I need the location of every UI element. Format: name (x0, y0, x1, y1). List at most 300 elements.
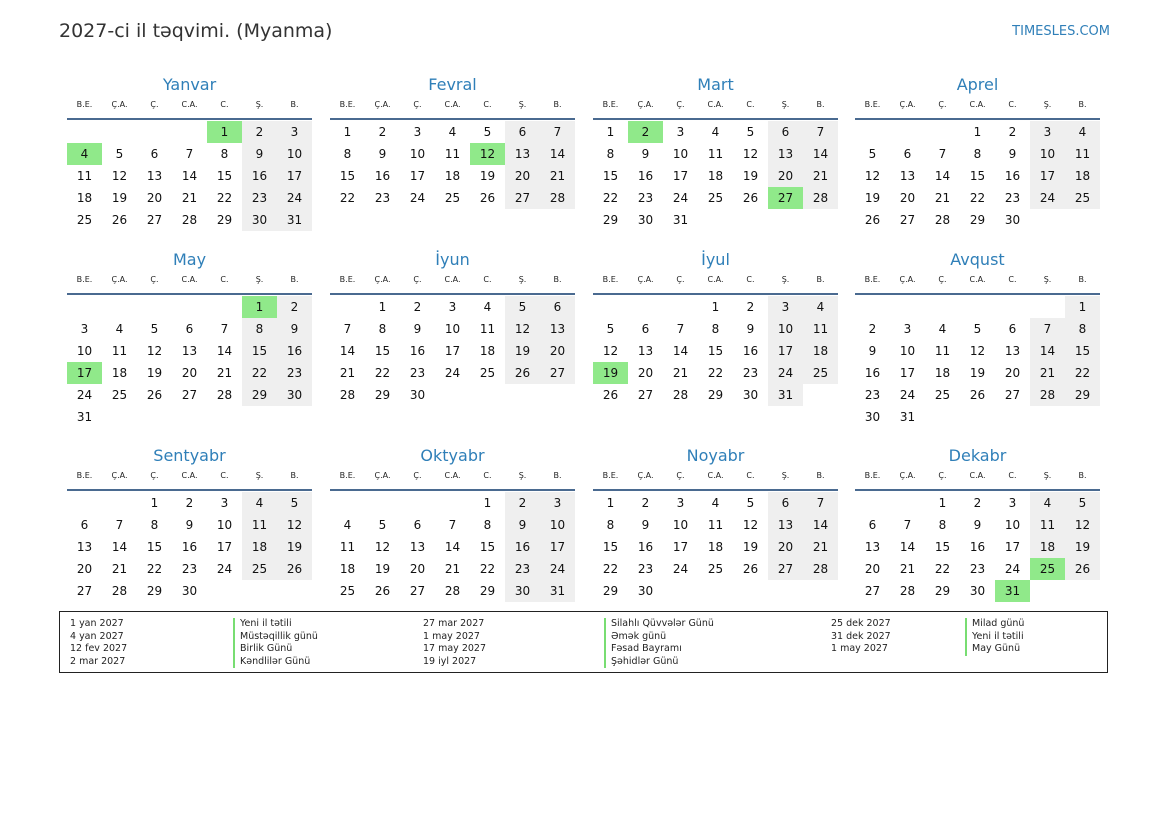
day-cell: 18 (803, 340, 838, 362)
day-cell: 27 (76, 584, 93, 598)
day-cell: 6 (505, 121, 540, 143)
day-cell: 30 (742, 388, 759, 402)
day-cell: 26 (864, 213, 881, 227)
day-cell: 3 (768, 296, 803, 318)
day-cell: 31 (995, 580, 1030, 602)
day-cell: 13 (768, 143, 803, 165)
month-title: Mart (697, 75, 734, 94)
day-cell: 29 (479, 584, 496, 598)
day-cell: 7 (343, 322, 352, 336)
day-cell: 1 (207, 121, 242, 143)
day-cell: 28 (181, 213, 198, 227)
day-cell: 15 (602, 169, 619, 183)
day-cell: 21 (803, 536, 838, 558)
day-cell: 21 (181, 191, 198, 205)
day-cell: 13 (146, 169, 163, 183)
day-cell: 16 (277, 340, 312, 362)
day-cell: 27 (505, 187, 540, 209)
legend-holiday-name: Kəndlilər Günü (233, 656, 318, 669)
day-cell: 3 (413, 125, 422, 139)
legend-date: 19 iyl 2027 (423, 655, 477, 667)
weekday-label: Ş. (255, 275, 264, 284)
day-cell: 7 (185, 147, 194, 161)
legend-holiday-name: Yeni il tətili (233, 618, 318, 631)
day-cell: 28 (803, 187, 838, 209)
day-grid (855, 492, 1100, 602)
weekday-label: Ş. (781, 100, 790, 109)
weekday-label: C. (220, 275, 229, 284)
day-cell: 8 (606, 518, 615, 532)
weekday-header (855, 470, 1100, 491)
weekday-label: C.A. (181, 275, 198, 284)
day-cell: 25 (707, 562, 724, 576)
day-cell: 12 (864, 169, 881, 183)
day-cell: 12 (602, 344, 619, 358)
legend-date: 1 yan 2027 (70, 618, 124, 629)
day-cell: 14 (540, 143, 575, 165)
day-cell: 13 (540, 318, 575, 340)
day-cell: 24 (1030, 187, 1065, 209)
weekday-label: B. (553, 100, 562, 109)
weekday-header (67, 274, 312, 295)
month-avqust (855, 250, 1100, 428)
day-cell: 19 (742, 540, 759, 554)
weekday-label: C.A. (969, 471, 986, 480)
day-cell: 2 (868, 322, 877, 336)
day-cell: 13 (637, 344, 654, 358)
day-cell: 19 (1065, 536, 1100, 558)
day-grid (855, 121, 1100, 231)
day-cell: 29 (216, 213, 233, 227)
month-may (67, 250, 312, 428)
legend-holiday-name: Yeni il tətili (965, 631, 1024, 644)
day-cell: 2 (1008, 125, 1017, 139)
weekday-label: C. (1008, 275, 1017, 284)
day-cell: 8 (242, 318, 277, 340)
day-cell: 26 (479, 191, 496, 205)
day-cell: 14 (216, 344, 233, 358)
day-cell: 7 (938, 147, 947, 161)
day-cell: 5 (973, 322, 982, 336)
day-cell: 17 (768, 340, 803, 362)
weekday-label: Ş. (781, 471, 790, 480)
day-cell: 30 (181, 584, 198, 598)
legend-holiday-name: Müstəqillik günü (233, 631, 318, 644)
legend-holiday-name: Birlik Günü (233, 643, 318, 656)
day-cell: 22 (216, 191, 233, 205)
day-cell: 16 (505, 536, 540, 558)
day-cell: 11 (339, 540, 356, 554)
legend-holiday-name: Silahlı Qüvvələr Günü (604, 618, 714, 631)
empty-cell (330, 492, 365, 514)
legend-date: 1 may 2027 (423, 630, 480, 642)
day-cell: 19 (864, 191, 881, 205)
day-cell: 13 (409, 540, 426, 554)
month-title: Yanvar (162, 75, 217, 94)
day-cell: 8 (378, 322, 387, 336)
day-cell: 1 (938, 496, 947, 510)
weekday-label: C.A. (444, 471, 461, 480)
day-cell: 6 (185, 322, 194, 336)
day-cell: 20 (637, 366, 654, 380)
day-cell: 1 (150, 496, 159, 510)
day-cell: 2 (277, 296, 312, 318)
day-cell: 18 (111, 366, 128, 380)
day-cell: 8 (938, 518, 947, 532)
day-cell: 21 (111, 562, 128, 576)
day-cell: 21 (216, 366, 233, 380)
day-cell: 7 (448, 518, 457, 532)
month-sentyabr (67, 446, 312, 602)
day-cell: 22 (242, 362, 277, 384)
day-cell: 15 (479, 540, 496, 554)
legend-holiday-name: Fəsad Bayramı (604, 643, 714, 656)
day-cell: 21 (1030, 362, 1065, 384)
weekday-label: B. (553, 275, 562, 284)
day-cell: 23 (637, 562, 654, 576)
legend-holiday-name: Milad günü (965, 618, 1024, 631)
day-cell: 10 (672, 518, 689, 532)
weekday-label: B. (816, 275, 825, 284)
day-cell: 3 (220, 496, 229, 510)
empty-cell (400, 492, 435, 514)
weekday-label: Ç. (938, 471, 947, 480)
day-cell: 19 (146, 366, 163, 380)
weekday-label: C.A. (707, 471, 724, 480)
day-cell: 11 (76, 169, 93, 183)
weekday-label: B. (1078, 100, 1087, 109)
day-cell: 27 (637, 388, 654, 402)
day-cell: 27 (864, 584, 881, 598)
weekday-label: Ş. (518, 100, 527, 109)
day-cell: 17 (540, 536, 575, 558)
day-cell: 2 (641, 496, 650, 510)
weekday-label: Ç. (938, 275, 947, 284)
day-cell: 16 (409, 344, 426, 358)
month-yanvar (67, 75, 312, 231)
day-cell: 5 (378, 518, 387, 532)
day-cell: 5 (746, 125, 755, 139)
day-cell: 5 (868, 147, 877, 161)
day-cell: 13 (76, 540, 93, 554)
day-cell: 16 (864, 366, 881, 380)
day-cell: 18 (479, 344, 496, 358)
day-cell: 16 (242, 165, 277, 187)
day-cell: 10 (899, 344, 916, 358)
day-grid (330, 296, 575, 406)
day-cell: 14 (899, 540, 916, 554)
day-cell: 24 (899, 388, 916, 402)
day-cell: 22 (146, 562, 163, 576)
empty-cell (330, 296, 365, 318)
day-cell: 12 (111, 169, 128, 183)
day-cell: 24 (409, 191, 426, 205)
legend-dates-3 (831, 618, 891, 656)
weekday-header (330, 99, 575, 120)
day-cell: 8 (220, 147, 229, 161)
day-cell: 11 (1030, 514, 1065, 536)
day-cell: 31 (899, 410, 916, 424)
day-cell: 17 (444, 344, 461, 358)
weekday-label: C. (1008, 471, 1017, 480)
day-cell: 4 (242, 492, 277, 514)
day-cell: 6 (413, 518, 422, 532)
month-title: Aprel (956, 75, 999, 94)
weekday-header (593, 274, 838, 295)
empty-cell (960, 296, 995, 318)
empty-cell (172, 296, 207, 318)
day-cell: 22 (969, 191, 986, 205)
weekday-label: Ç. (413, 275, 422, 284)
day-cell: 7 (676, 322, 685, 336)
day-cell: 23 (374, 191, 391, 205)
day-cell: 10 (540, 514, 575, 536)
weekday-label: Ç.A. (111, 471, 128, 480)
empty-cell (663, 296, 698, 318)
day-cell: 23 (969, 562, 986, 576)
day-cell: 26 (742, 562, 759, 576)
weekday-label: Ç. (938, 100, 947, 109)
month-title: Dekabr (948, 446, 1007, 465)
weekday-label: B.E. (339, 275, 356, 284)
day-grid (593, 492, 838, 602)
legend-date: 2 mar 2027 (70, 655, 126, 667)
weekday-label: C.A. (181, 100, 198, 109)
weekday-label: B.E. (602, 100, 619, 109)
day-cell: 12 (146, 344, 163, 358)
empty-cell (365, 492, 400, 514)
day-cell: 2 (413, 300, 422, 314)
day-cell: 19 (111, 191, 128, 205)
day-cell: 15 (707, 344, 724, 358)
empty-cell (1030, 296, 1065, 318)
day-cell: 2 (746, 300, 755, 314)
weekday-label: C.A. (969, 275, 986, 284)
weekday-label: B. (553, 471, 562, 480)
day-cell: 9 (378, 147, 387, 161)
day-cell: 27 (540, 362, 575, 384)
day-cell: 15 (216, 169, 233, 183)
day-cell: 11 (242, 514, 277, 536)
site-link[interactable]: TIMESLES.COM (1012, 24, 1110, 39)
holiday-legend (59, 611, 1108, 673)
empty-cell (102, 296, 137, 318)
legend-date: 17 may 2027 (423, 643, 487, 655)
day-cell: 8 (150, 518, 159, 532)
day-cell: 24 (540, 558, 575, 580)
day-cell: 23 (409, 366, 426, 380)
day-cell: 10 (216, 518, 233, 532)
day-cell: 6 (768, 121, 803, 143)
day-cell: 24 (1004, 562, 1021, 576)
day-cell: 15 (934, 540, 951, 554)
day-cell: 14 (111, 540, 128, 554)
day-cell: 11 (444, 147, 461, 161)
month-dekabr (855, 446, 1100, 602)
weekday-label: B. (290, 471, 299, 480)
day-cell: 15 (602, 540, 619, 554)
day-cell: 17 (409, 169, 426, 183)
day-cell: 2 (185, 496, 194, 510)
month-i̇yul (593, 250, 838, 406)
weekday-label: Ç. (150, 471, 159, 480)
day-cell: 7 (115, 518, 124, 532)
day-cell: 13 (1004, 344, 1021, 358)
weekday-label: Ç.A. (637, 100, 654, 109)
day-cell: 16 (637, 169, 654, 183)
weekday-label: Ş. (518, 471, 527, 480)
day-cell: 14 (803, 514, 838, 536)
day-cell: 17 (67, 362, 102, 384)
legend-date: 31 dek 2027 (831, 630, 891, 642)
day-cell: 24 (444, 366, 461, 380)
weekday-label: C.A. (181, 471, 198, 480)
day-cell: 12 (742, 518, 759, 532)
day-cell: 27 (1004, 388, 1021, 402)
day-cell: 23 (277, 362, 312, 384)
page-title: 2027-ci il təqvimi. (Myanma) (59, 20, 333, 42)
day-cell: 2 (973, 496, 982, 510)
day-cell: 9 (868, 344, 877, 358)
legend-date: 27 mar 2027 (423, 618, 485, 629)
day-cell: 26 (602, 388, 619, 402)
month-title: Fevral (428, 75, 477, 94)
empty-cell (137, 121, 172, 143)
empty-cell (435, 492, 470, 514)
day-grid (330, 121, 575, 209)
day-cell: 7 (803, 492, 838, 514)
day-cell: 19 (374, 562, 391, 576)
day-cell: 18 (444, 169, 461, 183)
day-cell: 9 (505, 514, 540, 536)
weekday-label: B. (290, 100, 299, 109)
day-cell: 9 (413, 322, 422, 336)
day-cell: 28 (339, 388, 356, 402)
legend-date: 25 dek 2027 (831, 618, 891, 629)
day-cell: 16 (969, 540, 986, 554)
day-cell: 12 (742, 147, 759, 161)
day-cell: 5 (150, 322, 159, 336)
day-cell: 12 (1065, 514, 1100, 536)
weekday-label: C.A. (444, 100, 461, 109)
day-cell: 4 (711, 125, 720, 139)
weekday-label: Ç. (676, 275, 685, 284)
day-grid (855, 296, 1100, 428)
day-cell: 22 (339, 191, 356, 205)
empty-cell (925, 121, 960, 143)
weekday-label: Ç. (676, 471, 685, 480)
day-cell: 19 (277, 536, 312, 558)
day-cell: 24 (76, 388, 93, 402)
weekday-label: Ç.A. (899, 100, 916, 109)
month-title: İyul (701, 250, 730, 269)
legend-date: 4 yan 2027 (70, 630, 124, 642)
day-cell: 28 (803, 558, 838, 580)
weekday-label: B. (816, 471, 825, 480)
weekday-label: Ç. (150, 275, 159, 284)
weekday-label: C. (746, 100, 755, 109)
weekday-label: C.A. (969, 100, 986, 109)
day-cell: 15 (242, 340, 277, 362)
empty-cell (890, 492, 925, 514)
day-cell: 27 (768, 187, 803, 209)
day-cell: 11 (934, 344, 951, 358)
day-cell: 11 (111, 344, 128, 358)
day-cell: 3 (1030, 121, 1065, 143)
day-cell: 16 (637, 540, 654, 554)
day-cell: 6 (540, 296, 575, 318)
day-cell: 11 (803, 318, 838, 340)
day-cell: 13 (181, 344, 198, 358)
day-cell: 3 (903, 322, 912, 336)
day-cell: 22 (707, 366, 724, 380)
day-cell: 25 (707, 191, 724, 205)
day-cell: 4 (803, 296, 838, 318)
day-cell: 8 (606, 147, 615, 161)
day-cell: 4 (67, 143, 102, 165)
month-aprel (855, 75, 1100, 231)
month-noyabr (593, 446, 838, 602)
legend-names-1 (233, 618, 318, 668)
weekday-label: C.A. (707, 275, 724, 284)
day-cell: 30 (505, 580, 540, 602)
day-cell: 30 (864, 410, 881, 424)
day-cell: 22 (602, 191, 619, 205)
day-cell: 9 (242, 143, 277, 165)
weekday-label: B. (1078, 471, 1087, 480)
day-cell: 30 (1004, 213, 1021, 227)
day-cell: 23 (637, 191, 654, 205)
empty-cell (890, 296, 925, 318)
day-cell: 4 (115, 322, 124, 336)
day-cell: 14 (672, 344, 689, 358)
day-cell: 29 (1065, 384, 1100, 406)
weekday-label: Ç.A. (899, 275, 916, 284)
weekday-label: B.E. (864, 471, 881, 480)
day-cell: 18 (1065, 165, 1100, 187)
weekday-label: B.E. (339, 100, 356, 109)
day-cell: 29 (602, 584, 619, 598)
day-cell: 3 (1008, 496, 1017, 510)
legend-names-2 (604, 618, 714, 668)
day-cell: 21 (540, 165, 575, 187)
day-cell: 29 (374, 388, 391, 402)
weekday-label: Ç.A. (899, 471, 916, 480)
empty-cell (67, 121, 102, 143)
day-cell: 3 (277, 121, 312, 143)
month-title: Sentyabr (153, 446, 226, 465)
day-cell: 17 (216, 540, 233, 554)
day-grid (67, 492, 312, 602)
day-cell: 10 (672, 147, 689, 161)
weekday-label: C. (483, 471, 492, 480)
day-cell: 30 (969, 584, 986, 598)
day-cell: 22 (602, 562, 619, 576)
day-grid (67, 121, 312, 231)
day-cell: 7 (1030, 318, 1065, 340)
day-cell: 23 (181, 562, 198, 576)
day-cell: 19 (969, 366, 986, 380)
day-cell: 31 (672, 213, 689, 227)
weekday-label: B.E. (76, 471, 93, 480)
day-cell: 11 (707, 518, 724, 532)
day-cell: 17 (672, 540, 689, 554)
weekday-label: B. (290, 275, 299, 284)
weekday-label: B.E. (76, 275, 93, 284)
day-cell: 25 (111, 388, 128, 402)
day-cell: 16 (181, 540, 198, 554)
weekday-label: C. (746, 275, 755, 284)
